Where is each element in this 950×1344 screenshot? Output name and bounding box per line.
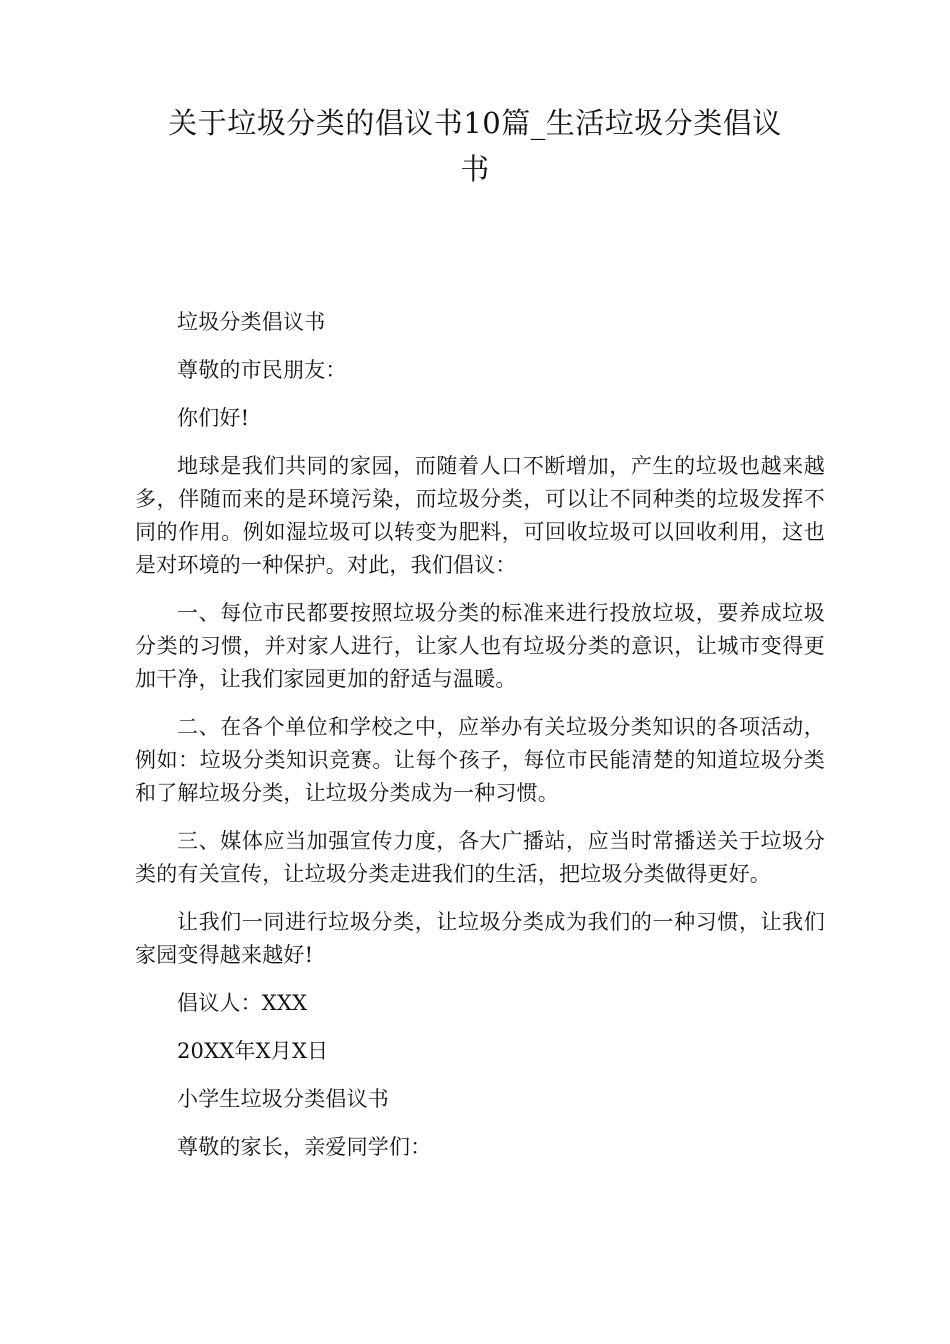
paragraph-closing: 让我们一同进行垃圾分类，让垃圾分类成为我们的一种习惯，让我们家园变得越来越好! [135,910,825,967]
document-body [135,306,825,1179]
paragraph-proposal-1: 一、每位市民都要按照垃圾分类的标准来进行投放垃圾，要养成垃圾分类的习惯，并对家人进行，让家人也有垃圾分类的意识，让城市变得更加干净，让我们家园更加的舒适与温暖。 [135,601,825,691]
paragraph-intro: 地球是我们共同的家园，而随着人口不断增加，产生的垃圾也越来越多，伴随而来的是环境污染，而垃圾分类，可以让不同种类的垃圾发挥不同的作用。例如湿垃圾可以转变为肥料，可回收垃圾可以回收利用，这也是对环境的一种保护。对此，我们倡议： [135,454,825,577]
greeting: 你们好! [177,406,250,430]
section-heading: 垃圾分类倡议书 [177,310,326,334]
document-title [140,100,810,192]
signature: 倡议人：XXX [177,991,308,1015]
salutation: 尊敬的市民朋友： [177,358,347,382]
title-line-1: 关于垃圾分类的倡议书10篇_生活垃圾分类倡议 [168,106,782,140]
salutation-2: 尊敬的家长，亲爱同学们： [177,1135,432,1159]
date-line: 20XX年X月X日 [177,1039,329,1063]
paragraph-proposal-2: 二、在各个单位和学校之中，应举办有关垃圾分类知识的各项活动，例如：垃圾分类知识竞赛。让每个孩子，每位市民能清楚的知道垃圾分类和了解垃圾分类，让垃圾分类成为一种习惯。 [135,715,825,805]
section-heading-2: 小学生垃圾分类倡议书 [177,1087,389,1111]
paragraph-proposal-3: 三、媒体应当加强宣传力度，各大广播站，应当时常播送关于垃圾分类的有关宣传，让垃圾分类走进我们的生活，把垃圾分类做得更好。 [135,829,825,886]
title-line-2: 书 [460,152,490,186]
